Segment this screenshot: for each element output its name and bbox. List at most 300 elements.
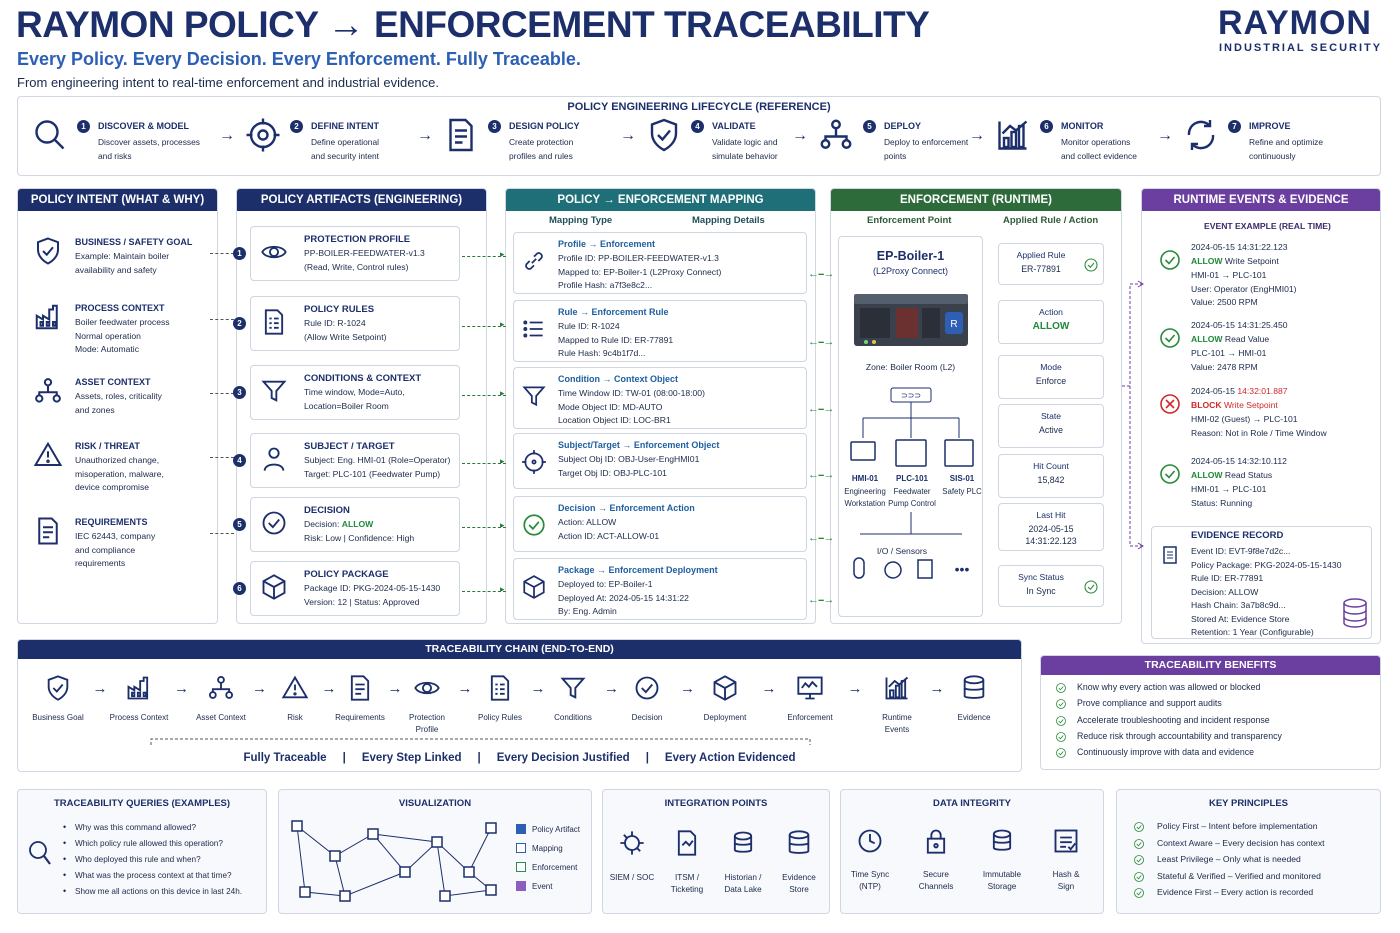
evidence-line: Rule ID: ER-77891: [1191, 573, 1264, 583]
chain-step-label: Decision: [631, 713, 663, 722]
lifecycle-step-title: DESIGN POLICY: [509, 121, 580, 131]
query-bullet: •: [63, 838, 67, 848]
arrow-right-icon: ▸: [500, 249, 505, 259]
device-desc: Feedwater: [893, 487, 931, 496]
chain-footer: [17, 752, 1022, 764]
lifecycle-step-title: DEPLOY: [884, 121, 922, 131]
mapping-text: Profile ID: PP-BOILER-FEEDWATER-v1.3: [558, 253, 719, 263]
page-subtitle: Every Policy. Every Decision. Every Enforcement. Fully Traceable.: [17, 49, 581, 69]
evidence-line: Retention: 1 Year (Configurable): [1191, 627, 1314, 637]
lifecycle-step-desc: points: [884, 151, 907, 161]
artifacts-title: POLICY ARTIFACTS (ENGINEERING): [237, 189, 486, 211]
lifecycle-step-desc: simulate behavior: [712, 151, 778, 161]
intent-item-text: Boiler feedwater process: [75, 317, 170, 327]
mapping-to: Context Object: [614, 374, 679, 384]
database-icon: [785, 828, 813, 858]
benefit-text: Continuously improve with data and evidence: [1077, 747, 1255, 758]
evidence-title: EVIDENCE RECORD: [1191, 530, 1284, 541]
runtime-cell-value: ER-77891: [1021, 264, 1061, 274]
graph-visualization: [285, 812, 503, 908]
rules-icon: [486, 673, 514, 703]
network-icon: [207, 673, 235, 703]
intent-connector: [210, 393, 234, 394]
intent-item-text: device compromise: [75, 482, 150, 492]
event-time: [1191, 386, 1288, 396]
artifact-text: (Allow Write Setpoint): [304, 332, 387, 342]
arrow-right-icon: →: [594, 565, 609, 575]
ep-zone: Zone: Boiler Room (L2): [865, 362, 956, 372]
mapping-text: Subject Obj ID: OBJ-User-EngHMI01: [558, 454, 700, 464]
arrow-right-icon: →: [604, 680, 619, 697]
runtime-cell-label: Action: [1039, 307, 1063, 317]
arrow-right-icon: ▸: [500, 520, 505, 530]
integration-title: INTEGRATION POINTS: [664, 798, 768, 809]
arrow-right-icon: →: [620, 127, 636, 144]
chain-footer-item: Fully Traceable: [243, 752, 327, 764]
runtime-col2-header: Applied Rule / Action: [1003, 215, 1099, 226]
lifecycle-step-desc: Refine and optimize: [1249, 137, 1324, 147]
mapping-from: Decision: [558, 503, 596, 513]
intent-item-text: Normal operation: [75, 330, 141, 341]
integrity-label: Secure: [923, 870, 949, 879]
database-icon: [960, 673, 988, 703]
arrow-right-icon: →: [680, 680, 695, 697]
chain-step-label: Requirements: [335, 713, 385, 722]
evidence-line: Stored At: Evidence Store: [1191, 613, 1290, 624]
lifecycle-step-desc: Validate logic and: [712, 137, 778, 147]
mapping-col2-header: Mapping Details: [692, 215, 765, 226]
lifecycle-step-number: 1: [77, 120, 90, 133]
event-decision: ALLOW: [1191, 470, 1223, 480]
arrow-right-icon: →: [321, 680, 337, 697]
mapping-text: Mapped to: EP-Boiler-1 (L2Proxy Connect): [558, 266, 722, 277]
chain-step-label: Asset Context: [196, 713, 246, 722]
check-icon: [1133, 820, 1145, 832]
artifact-step-number: 5: [233, 518, 246, 531]
bidirectional-arrow-icon: ←--→: [808, 403, 834, 415]
integration-label: Evidence: [782, 873, 816, 882]
event-time: [1191, 320, 1288, 330]
evidence-line: Event ID: EVT-9f8e7d2c...: [1191, 546, 1291, 556]
evidence-line: Hash Chain: 3a7b8c9d...: [1191, 600, 1286, 610]
query-text: What was the process context at that time?: [75, 871, 232, 880]
check-icon: [1158, 326, 1182, 350]
arrow-right-icon: →: [457, 680, 473, 697]
target-icon: [245, 117, 281, 153]
artifact-text: Version: 12 | Status: Approved: [304, 597, 420, 607]
bidirectional-arrow-icon: ←--→: [808, 532, 834, 544]
integrity-label: Channels: [918, 882, 954, 891]
mapping-text: By: Eng. Admin: [558, 606, 617, 616]
document-icon: [346, 673, 374, 703]
svg-text:⊃⊃⊃: ⊃⊃⊃: [900, 391, 922, 400]
runtime-cell-value: 2024-05-15: [1028, 524, 1074, 534]
hash-icon: [1052, 826, 1080, 856]
user-icon: [260, 445, 288, 473]
lock-icon: [922, 826, 950, 856]
chain-title: TRACEABILITY CHAIN (END-TO-END): [18, 640, 1021, 659]
arrow-right-icon: →: [577, 307, 592, 317]
integration-label: Ticketing: [670, 885, 704, 894]
arrow-right-icon: →: [761, 680, 777, 697]
intent-connector: [210, 253, 234, 254]
mapping-title: [558, 239, 655, 249]
artifact-text: (Read, Write, Control rules): [304, 262, 409, 272]
intent-item-title: ASSET CONTEXT: [75, 377, 151, 387]
chain-footer-item: Every Decision Justified: [496, 752, 630, 764]
mapping-text: Target Obj ID: OBJ-PLC-101: [558, 467, 667, 478]
event-text: User: Operator (EngHMI01): [1191, 283, 1297, 294]
intent-item-text: and zones: [75, 404, 115, 415]
event-decision: BLOCK: [1191, 400, 1222, 410]
device-desc: Engineering: [844, 487, 886, 496]
mapping-text: Time Window ID: TW-01 (08:00-18:00): [558, 388, 705, 398]
integration-label: Historian /: [724, 873, 762, 882]
artifact-title: CONDITIONS & CONTEXT: [304, 373, 422, 384]
intent-item-text: availability and safety: [75, 264, 157, 275]
svg-text:R: R: [950, 319, 958, 330]
mapping-title: POLICY → ENFORCEMENT MAPPING: [506, 189, 815, 211]
check-icon: [633, 673, 661, 703]
event-date: 2024-05-15 14:31:25.450: [1191, 320, 1288, 330]
artifact-step-number: 4: [233, 454, 246, 467]
intent-item-title: RISK / THREAT: [75, 441, 140, 451]
arrow-right-icon: →: [600, 374, 615, 384]
intent-item-text: Unauthorized change,: [75, 455, 160, 465]
shield-icon: [646, 117, 682, 153]
mapping-text: Rule Hash: 9c4b1f7d...: [558, 348, 646, 358]
event-action: [1191, 470, 1272, 480]
runtime-col1-header: Enforcement Point: [867, 215, 952, 226]
arrow-right-icon: →: [92, 680, 108, 697]
rules-icon: [260, 308, 288, 336]
artifact-decision-label: Decision:: [304, 519, 342, 529]
chain-step-label: Enforcement: [787, 713, 833, 722]
mapping-from: Profile: [558, 239, 587, 249]
intent-item-text: misoperation, malware,: [75, 468, 164, 479]
factory-icon: [125, 673, 153, 703]
artifact-title: PROTECTION PROFILE: [304, 234, 411, 245]
brand-subtitle: INDUSTRIAL SECURITY: [1219, 42, 1383, 54]
warning-icon: [281, 673, 309, 703]
intent-item-text: Example: Maintain boiler: [75, 251, 170, 261]
arrow-right-icon: →: [969, 127, 985, 144]
mapping-text: Location Object ID: LOC-BR1: [558, 415, 671, 425]
lifecycle-step-desc: profiles and rules: [509, 151, 573, 161]
arrow-right-icon: →: [929, 680, 945, 697]
artifact-title: SUBJECT / TARGET: [304, 441, 395, 452]
bidirectional-arrow-icon: ←--→: [808, 594, 834, 606]
device-desc: Safety PLC: [942, 487, 982, 496]
arrow-right-icon: ▸: [500, 319, 505, 329]
event-date: 2024-05-15 14:32:10.112: [1191, 456, 1287, 466]
artifact-step-number: 1: [233, 247, 246, 260]
artifact-step-number: 6: [233, 582, 246, 595]
runtime-cell-label: Last Hit: [1036, 510, 1066, 520]
runtime-cell-value: Active: [1039, 425, 1063, 435]
mapping-text: Mode Object ID: MD-AUTO: [558, 401, 663, 412]
artifact-text: PP-BOILER-FEEDWATER-v1.3: [304, 248, 425, 258]
network-icon: [818, 117, 854, 153]
benefit-text: Know why every action was allowed or blocked: [1077, 682, 1261, 692]
runtime-cell-value: ALLOW: [1032, 321, 1070, 332]
check-icon: [1055, 697, 1067, 709]
chain-step-label: Policy Rules: [477, 713, 522, 722]
chain-bracket: [150, 735, 812, 747]
query-text: Show me all actions on this device in last 24h.: [75, 887, 243, 896]
intent-item-text: requirements: [75, 558, 126, 568]
runtime-cell-label: State: [1040, 411, 1062, 421]
lifecycle-step-title: MONITOR: [1061, 121, 1104, 131]
event-text: HMI-01 → PLC-101: [1191, 270, 1267, 280]
runtime-title: ENFORCEMENT (RUNTIME): [831, 189, 1121, 211]
legend-label: Policy Artifact: [532, 825, 581, 834]
principle-text: Evidence First – Every action is recorded: [1157, 887, 1314, 897]
device-name: SIS-01: [949, 474, 975, 483]
search-icon: [32, 117, 68, 153]
arrow-right-icon: →: [252, 680, 267, 697]
event-text: HMI-01 → PLC-101: [1191, 484, 1267, 494]
cube-icon: [521, 574, 547, 600]
intent-connector: [210, 533, 234, 534]
check-icon: [1055, 746, 1067, 758]
lifecycle-step-desc: continuously: [1249, 151, 1296, 161]
query-bullet: •: [63, 854, 67, 864]
intent-item-title: BUSINESS / SAFETY GOAL: [75, 237, 193, 247]
intent-item-text: Mode: Automatic: [75, 344, 140, 354]
chain-footer-separator: |: [342, 752, 346, 764]
artifact-decision-value: ALLOW: [341, 519, 374, 529]
chain-footer-item: Every Step Linked: [361, 752, 462, 764]
chart-icon: [995, 117, 1031, 153]
chain-step-label: Business Goal: [32, 713, 84, 722]
query-text: Why was this command allowed?: [75, 823, 197, 832]
lifecycle-step-number: 2: [290, 120, 303, 133]
event-text: PLC-101 → HMI-01: [1191, 348, 1267, 358]
integration-label: ITSM /: [674, 873, 700, 882]
check-icon: [1158, 248, 1182, 272]
mapping-col1-header: Mapping Type: [549, 215, 613, 226]
filter-icon: [559, 673, 587, 703]
integrity-label: Immutable: [982, 870, 1022, 879]
runtime-cell-label: Mode: [1040, 362, 1062, 372]
device-desc: Pump Control: [888, 499, 936, 508]
event-operation: Read Status: [1222, 470, 1273, 480]
lifecycle-step-title: IMPROVE: [1249, 121, 1291, 131]
check-icon: [1158, 462, 1182, 486]
lifecycle-step-number: 7: [1228, 120, 1241, 133]
event-time: [1191, 242, 1288, 252]
integrity-label: Time Sync: [850, 870, 890, 879]
artifact-text: Risk: Low | Confidence: High: [304, 533, 415, 543]
factory-icon: [33, 302, 63, 332]
intent-connector: [210, 457, 234, 458]
evidence-line: Decision: ALLOW: [1191, 586, 1259, 597]
database-icon: [1342, 598, 1368, 628]
list-icon: [521, 316, 547, 342]
runtime-event-connectors: [1120, 280, 1150, 550]
artifact-text: [304, 519, 373, 529]
eye-icon: [413, 673, 441, 703]
lifecycle-step-number: 5: [863, 120, 876, 133]
event-text: Value: 2478 RPM: [1191, 361, 1258, 372]
svg-text:•••: •••: [954, 561, 970, 577]
document-icon: [443, 117, 479, 153]
integration-label: SIEM / SOC: [609, 873, 655, 882]
query-text: Who deployed this rule and when?: [75, 855, 201, 864]
artifact-text: Subject: Eng. HMI-01 (Role=Operator): [304, 455, 451, 465]
mapping-text: Rule ID: R-1024: [558, 321, 620, 331]
principles-title: KEY PRINCIPLES: [1208, 798, 1288, 809]
check-icon: [1133, 886, 1145, 898]
mapping-from: Condition: [558, 374, 600, 384]
artifact-title: POLICY PACKAGE: [304, 569, 389, 580]
intent-title: POLICY INTENT (WHAT & WHY): [18, 189, 217, 211]
arrow-right-icon: →: [387, 680, 403, 697]
integrity-label: Storage: [987, 882, 1017, 891]
mapping-from: Subject/Target: [558, 440, 620, 450]
legend-swatch: [516, 881, 526, 891]
legend-swatch: [516, 824, 526, 834]
eye-icon: [260, 238, 288, 266]
arrow-right-icon: →: [174, 680, 189, 697]
shield-icon: [33, 236, 63, 266]
event-action: [1191, 256, 1279, 266]
cube-icon: [260, 573, 288, 601]
intent-connector: [210, 319, 234, 320]
check-icon: [1133, 870, 1145, 882]
legend-label: Enforcement: [532, 863, 578, 872]
mapping-from: Package: [558, 565, 595, 575]
arrow-right-icon: ▸: [500, 456, 505, 466]
arrow-right-icon: →: [1157, 127, 1173, 144]
arrow-right-icon: →: [417, 127, 433, 144]
check-icon: [260, 509, 288, 537]
integrity-label: Sign: [1057, 882, 1075, 891]
event-operation: Write Setpoint: [1221, 400, 1278, 410]
page-title: RAYMON POLICY → ENFORCEMENT TRACEABILITY: [16, 4, 930, 45]
mapping-text: Deployed At: 2024-05-15 14:31:22: [558, 592, 689, 603]
benefit-text: Prove compliance and support audits: [1077, 698, 1222, 709]
legend-swatch: [516, 862, 526, 872]
event-text: Status: Running: [1191, 497, 1253, 508]
integrity-label: (NTP): [859, 882, 881, 891]
arrow-right-icon: →: [847, 680, 863, 697]
lifecycle-step-desc: Discover assets, processes: [98, 137, 200, 147]
io-sensors-label: I/O / Sensors: [876, 546, 928, 556]
integration-label: Data Lake: [724, 885, 762, 894]
monitor-icon: [796, 673, 824, 703]
event-time: [1191, 456, 1287, 466]
artifact-text: Package ID: PKG-2024-05-15-1430: [304, 583, 441, 593]
integrity-title: DATA INTEGRITY: [933, 798, 1011, 809]
mapping-text: Action ID: ACT-ALLOW-01: [558, 530, 660, 541]
lifecycle-step-number: 4: [691, 120, 704, 133]
chart-icon: [883, 673, 911, 703]
intent-item-text: Assets, roles, criticality: [75, 391, 162, 401]
mapping-text: Action: ALLOW: [558, 517, 617, 527]
arrow-right-icon: →: [595, 503, 610, 513]
runtime-cell-value: In Sync: [1026, 586, 1056, 596]
runtime-cell-value: 15,842: [1037, 475, 1065, 485]
visualization-title: VISUALIZATION: [398, 798, 472, 809]
lifecycle-step-number: 6: [1040, 120, 1053, 133]
mapping-to: Enforcement: [600, 239, 656, 249]
artifact-title: POLICY RULES: [304, 304, 375, 315]
integrity-label: Hash &: [1052, 870, 1080, 879]
artifact-step-number: 3: [233, 386, 246, 399]
chain-footer-item: Every Action Evidenced: [664, 752, 796, 764]
lifecycle-step-desc: Create protection: [509, 137, 574, 147]
artifact-text: Rule ID: R-1024: [304, 318, 366, 328]
brand-logo: RAYMON: [1218, 4, 1372, 42]
ep-device-image: [850, 290, 972, 352]
refresh-icon: [1183, 117, 1219, 153]
artifact-text: Location=Boiler Room: [304, 401, 389, 411]
ep-subname: (L2Proxy Connect): [872, 266, 949, 276]
lifecycle-step-title: VALIDATE: [712, 121, 756, 131]
chain-step-label: Protection: [408, 713, 446, 722]
event-text: Value: 2500 RPM: [1191, 297, 1258, 307]
chain-step-label: Events: [884, 725, 910, 734]
check-icon: [521, 512, 547, 538]
chain-step-label: Process Context: [109, 713, 169, 722]
chain-step-label: Risk: [287, 713, 303, 722]
event-date: 2024-05-15: [1191, 386, 1238, 396]
bidirectional-arrow-icon: ←--→: [808, 268, 834, 280]
chain-step-label: Conditions: [554, 713, 592, 722]
intent-item-text: IEC 62443, company: [75, 531, 156, 541]
artifact-text: Time window, Mode=Auto,: [304, 387, 405, 397]
artifact-title: DECISION: [304, 505, 350, 516]
arrow-right-icon: →: [530, 680, 546, 697]
arrow-right-icon: →: [619, 440, 634, 450]
lifecycle-step-desc: Deploy to enforcement: [884, 137, 969, 147]
mapping-title: [558, 565, 718, 575]
mapping-text: Profile Hash: a7f3e8c2...: [558, 280, 653, 290]
mapping-title: [558, 374, 678, 384]
benefits-title: TRACEABILITY BENEFITS: [1041, 656, 1380, 675]
principle-text: Stateful & Verified – Verified and monitored: [1157, 870, 1321, 881]
document-icon: [33, 516, 63, 546]
bidirectional-arrow-icon: ←--→: [808, 336, 834, 348]
lifecycle-title: POLICY ENGINEERING LIFECYCLE (REFERENCE): [567, 101, 831, 113]
check-icon: [1055, 681, 1067, 693]
drum-icon: [729, 828, 757, 858]
lifecycle-step-desc: Define operational: [311, 137, 379, 147]
events-title: RUNTIME EVENTS & EVIDENCE: [1142, 189, 1380, 211]
artifact-step-number: 2: [233, 317, 246, 330]
runtime-cell-label: Hit Count: [1033, 461, 1069, 471]
crosshair-icon: [521, 449, 547, 475]
evidence-line: Policy Package: PKG-2024-05-15-1430: [1191, 559, 1342, 570]
event-text: Reason: Not in Role / Time Window: [1191, 427, 1327, 438]
runtime-cell-value: Enforce: [1035, 376, 1067, 386]
event-text: HMI-02 (Guest) → PLC-101: [1191, 414, 1298, 424]
benefit-text: Reduce risk through accountability and transparency: [1077, 730, 1282, 741]
cube-icon: [711, 673, 739, 703]
document-icon: [1163, 546, 1177, 564]
arrow-right-icon: ▸: [500, 584, 505, 594]
event-decision: ALLOW: [1191, 256, 1223, 266]
queries-title: TRACEABILITY QUERIES (EXAMPLES): [53, 798, 231, 809]
event-time-highlight: 14:32:01.887: [1237, 386, 1288, 396]
lifecycle-step-number: 3: [488, 120, 501, 133]
lifecycle-step-desc: and risks: [98, 151, 132, 161]
check-icon: [1133, 837, 1145, 849]
event-action: [1191, 400, 1278, 410]
event-operation: Read Value: [1222, 334, 1270, 344]
